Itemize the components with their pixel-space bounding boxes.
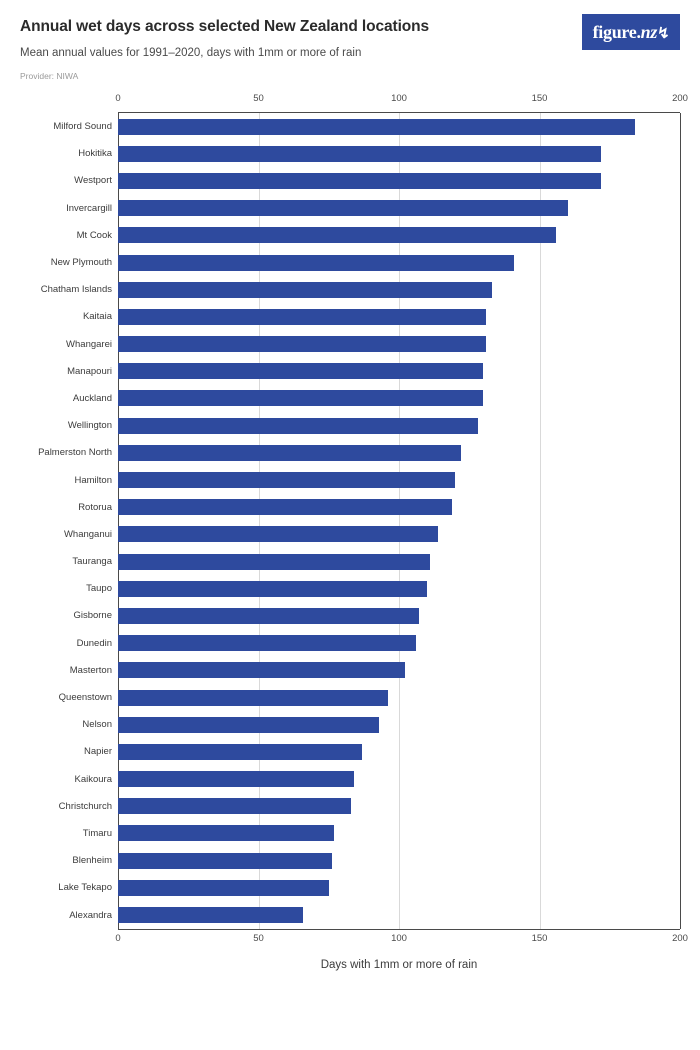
category-label: Whangarei — [66, 338, 112, 350]
category-label: Queenstown — [58, 692, 112, 703]
category-label: Masterton — [69, 664, 112, 676]
bar[interactable] — [118, 336, 486, 352]
bar[interactable] — [118, 418, 478, 434]
category-label: Gisborne — [73, 610, 112, 622]
bar-row — [72, 847, 680, 874]
bar-row — [69, 657, 680, 684]
x-tick-label: 50 — [253, 932, 264, 944]
bar-row — [72, 385, 680, 412]
bar-row — [38, 439, 680, 466]
figure-nz-logo[interactable] — [582, 14, 680, 50]
bar[interactable] — [118, 608, 419, 624]
x-tick-label: 150 — [531, 932, 548, 944]
bar[interactable] — [118, 662, 405, 678]
bar-row — [78, 494, 680, 521]
bar-row — [67, 412, 680, 439]
x-tick-label: 200 — [672, 932, 688, 944]
bar[interactable] — [118, 744, 362, 760]
logo-text — [593, 22, 670, 43]
logo-main-text: figure. — [592, 21, 641, 42]
x-tick-label: 0 — [115, 92, 121, 104]
bar[interactable] — [118, 309, 486, 325]
bar-row — [67, 358, 680, 385]
bar[interactable] — [118, 526, 438, 542]
bar[interactable] — [118, 717, 379, 733]
bar[interactable] — [118, 771, 354, 787]
category-label: Wellington — [67, 420, 112, 432]
bar-row — [63, 521, 680, 548]
bar-row — [58, 684, 680, 711]
bar[interactable] — [118, 363, 483, 379]
category-label: Westport — [74, 175, 112, 187]
category-label: Manapouri — [67, 365, 112, 377]
bar[interactable] — [118, 445, 461, 461]
x-tick-label: 0 — [115, 932, 121, 944]
bar[interactable] — [118, 554, 430, 570]
chart-subtitle: Mean annual values for 1991–2020, days with 1mm or more of rain — [20, 46, 362, 59]
page-title: Annual wet days across selected New Zealand locations — [20, 18, 430, 35]
bar[interactable] — [118, 227, 556, 243]
bar-row — [78, 140, 680, 167]
bar-row — [82, 820, 680, 847]
bar[interactable] — [118, 282, 492, 298]
x-tick-label: 150 — [531, 92, 548, 104]
provider-label: Provider: NIWA — [20, 70, 79, 81]
category-label: Kaikoura — [74, 773, 112, 785]
bar[interactable] — [118, 472, 455, 488]
bar[interactable] — [118, 200, 568, 216]
category-label: Kaitaia — [82, 311, 112, 323]
category-label: Invercargill — [66, 202, 112, 214]
category-label: Christchurch — [58, 800, 112, 812]
bar[interactable] — [118, 690, 388, 706]
bar-row — [40, 276, 680, 303]
category-label: Tauranga — [72, 556, 112, 568]
x-axis-bottom — [115, 932, 688, 951]
x-tick-label: 100 — [391, 92, 407, 104]
bar-row — [74, 765, 680, 792]
bar[interactable] — [118, 581, 427, 597]
category-label: Milford Sound — [53, 121, 112, 133]
category-label: Nelson — [82, 719, 112, 731]
category-label: Palmerston North — [38, 447, 112, 459]
category-label: Hokitika — [78, 148, 112, 160]
plot-area — [38, 112, 680, 930]
category-label: Auckland — [72, 392, 112, 404]
bar-row — [73, 602, 680, 629]
bar[interactable] — [118, 825, 334, 841]
bar[interactable] — [118, 173, 601, 189]
category-label: Timaru — [82, 827, 112, 839]
x-tick-label: 50 — [253, 92, 264, 104]
bar[interactable] — [118, 146, 601, 162]
category-label: Whanganui — [63, 528, 112, 540]
bar-row — [74, 466, 680, 493]
bar[interactable] — [118, 119, 635, 135]
bar-row — [69, 901, 680, 928]
category-label: Taupo — [86, 583, 112, 595]
bar-rows — [38, 113, 680, 929]
bar-row — [66, 330, 680, 357]
x-tick-label: 100 — [391, 932, 407, 944]
logo-nz-text: nz — [640, 21, 658, 42]
bar[interactable] — [118, 255, 514, 271]
category-label: New Plymouth — [50, 257, 112, 268]
gridline — [680, 113, 681, 929]
bar-row — [53, 113, 680, 140]
bar[interactable] — [118, 907, 303, 923]
bar-row — [76, 630, 680, 657]
bar-row — [74, 167, 680, 194]
bar[interactable] — [118, 880, 329, 896]
bar-row — [50, 249, 680, 276]
bar-row — [58, 793, 680, 820]
bar-row — [86, 575, 680, 602]
category-label: Mt Cook — [76, 229, 112, 241]
bar-row — [82, 303, 680, 330]
bar[interactable] — [118, 390, 483, 406]
x-tick-label: 200 — [672, 92, 688, 104]
category-label: Napier — [84, 746, 112, 758]
bar-row — [82, 711, 680, 738]
bar-row — [66, 195, 680, 222]
category-label: Chatham Islands — [40, 284, 112, 296]
bar-row — [72, 548, 680, 575]
category-label: Rotorua — [78, 501, 112, 513]
category-label: Hamilton — [74, 474, 112, 486]
category-label: Dunedin — [76, 637, 112, 649]
bar[interactable] — [118, 635, 416, 651]
category-label: Alexandra — [69, 909, 112, 921]
chart-header — [20, 18, 680, 81]
bar-row — [84, 738, 680, 765]
logo-zigzag-icon: ↯ — [657, 25, 670, 42]
bar-chart — [20, 92, 688, 971]
x-axis-title: Days with 1mm or more of rain — [320, 958, 478, 971]
category-label: Lake Tekapo — [58, 882, 112, 894]
bar-row — [58, 874, 680, 901]
bar[interactable] — [118, 499, 452, 515]
bar[interactable] — [118, 853, 332, 869]
bar-row — [76, 222, 680, 249]
category-label: Blenheim — [72, 855, 112, 867]
bar[interactable] — [118, 798, 351, 814]
x-axis-top — [115, 92, 688, 109]
